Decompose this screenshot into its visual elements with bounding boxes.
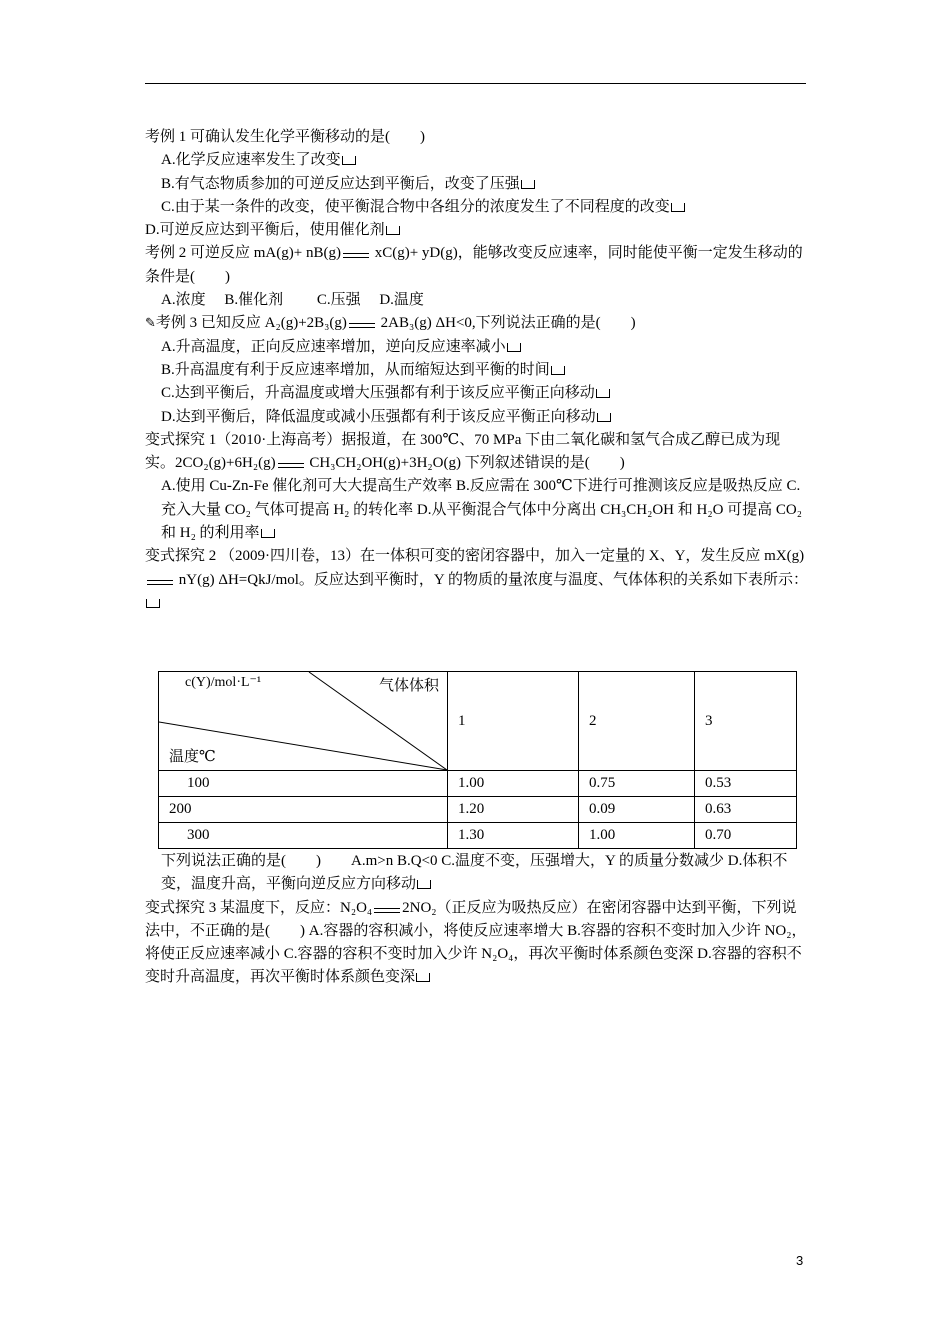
- paragraph-mark-icon: [146, 599, 160, 608]
- equilibrium-arrow-icon: [349, 321, 375, 331]
- q3-stem: ✎考例 3 已知反应 A₂(g)+2B₃(g) 2AB₃(g) ΔH<0,下列说法正确的是( ): [145, 315, 636, 332]
- corner-volume-label: 气体体积: [378, 678, 439, 694]
- table-cell: 1.00: [448, 771, 579, 797]
- paragraph-mark-icon: [551, 366, 565, 375]
- table-row: [159, 797, 797, 823]
- row-temp: 300: [159, 823, 448, 849]
- table-corner-cell: [159, 672, 448, 771]
- paragraph-mark-icon: [261, 529, 275, 538]
- table-cell: 1.00: [579, 823, 695, 849]
- table-cell: 0.63: [695, 797, 797, 823]
- q3-option-a: A.升高温度，正向反应速率增加，逆向反应速率减小: [145, 336, 808, 359]
- q3-option-d: D.达到平衡后，降低温度或减小压强都有利于该反应平衡正向移动: [145, 406, 808, 429]
- equilibrium-arrow-icon: [343, 251, 369, 261]
- paragraph-mark-icon: [597, 413, 611, 422]
- corner-temp-label: 温度℃: [169, 749, 216, 765]
- paragraph-mark-icon: [416, 973, 430, 982]
- col-header: 2: [579, 672, 695, 771]
- variant1-stem: 变式探究 1（2010·上海高考）据报道，在 300℃、70 MPa 下由二氧化碳和氢气合成乙醇已成为现实。2CO₂(g)+6H₂(g) CH₃CH₂OH(g)+3H₂O(g) 下列叙述错误的是( ): [145, 431, 781, 472]
- corner-conc-label: c(Y)/mol·L⁻¹: [185, 675, 262, 690]
- paragraph-mark-icon: [521, 180, 535, 189]
- q3-option-b: B.升高温度有利于反应速率增加，从而缩短达到平衡的时间: [145, 359, 808, 382]
- table-header-row: [159, 672, 797, 771]
- paragraph-mark-icon: [596, 389, 610, 398]
- table-row: [159, 771, 797, 797]
- q1-stem: 考例 1 可确认发生化学平衡移动的是( ): [145, 129, 425, 145]
- paragraph-mark-icon: [507, 343, 521, 352]
- table-cell: 0.70: [695, 823, 797, 849]
- paragraph-mark-icon: [671, 203, 685, 212]
- col-header: 3: [695, 672, 797, 771]
- header-rule: [145, 83, 806, 84]
- row-temp: 200: [159, 797, 448, 823]
- table-cell: 0.75: [579, 771, 695, 797]
- q1-option-b: B.有气态物质参加的可逆反应达到平衡后，改变了压强: [145, 173, 808, 196]
- table-row: [159, 823, 797, 849]
- table-cell: 1.30: [448, 823, 579, 849]
- equilibrium-arrow-icon: [278, 461, 304, 471]
- table-cell: 0.53: [695, 771, 797, 797]
- page-number: 3: [796, 1253, 804, 1268]
- paragraph-mark-icon: [342, 156, 356, 165]
- document-body: [145, 126, 808, 615]
- paragraph-mark-icon: [417, 880, 431, 889]
- document-body-lower: [145, 850, 808, 990]
- row-temp: 100: [159, 771, 448, 797]
- pen-icon: ✎: [145, 316, 156, 332]
- col-header: 1: [448, 672, 579, 771]
- equilibrium-arrow-icon: [147, 578, 173, 588]
- table-cell: 1.20: [448, 797, 579, 823]
- q1-option-c: C.由于某一条件的改变，使平衡混合物中各组分的浓度发生了不同程度的改变: [145, 196, 808, 219]
- paragraph-mark-icon: [386, 226, 400, 235]
- equilibrium-arrow-icon: [374, 906, 400, 916]
- q1-option-a: A.化学反应速率发生了改变: [145, 149, 808, 172]
- q2-options: A.浓度 B.催化剂 C.压强 D.温度: [161, 292, 424, 309]
- variant2-options: 下列说法正确的是( ) A.m>n B.Q<0 C.温度不变，压强增大，Y 的质量分数减少 D.体积不变，温度升高，平衡向逆反应方向移动: [161, 853, 788, 893]
- variant3-stem: 变式探究 3 某温度下，反应：N₂O₄ 2NO₂（正反应为吸热反应）在密闭容器中达到平衡，下列说法中，不正确的是( ) A.容器的容积减小，将使反应速率增大 B.容器的容积不变时加入少许 NO₂，将使正反应速率减小 C.容器的容积不变时加入少许 N₂O₄，再次平衡时体系颜色变深 D.容器的容积不变时升高温度，再次平衡时体系颜色变深: [145, 899, 807, 986]
- variant1-options: A.使用 Cu-Zn-Fe 催化剂可大大提高生产效率 B.反应需在 300℃下进行可推测该反应是吸热反应 C.充入大量 CO₂ 气体可提高 H₂ 的转化率 D.从平衡混合气体中分离出 CH₃CH₂OH 和 H₂O 可提高 CO₂ 和 H₂ 的利用率: [161, 478, 802, 542]
- variant2-stem: 变式探究 2 （2009·四川卷，13）在一体积可变的密闭容器中，加入一定量的 X、Y，发生反应 mX(g) nY(g) ΔH=QkJ/mol。反应达到平衡时，Y 的物质的量浓度与温度、气体体积的关系如下表所示：: [145, 545, 808, 615]
- data-table: [158, 671, 797, 849]
- q1-option-d: D.可逆反应达到平衡后，使用催化剂: [145, 219, 808, 242]
- q3-option-c: C.达到平衡后，升高温度或增大压强都有利于该反应平衡正向移动: [145, 382, 808, 405]
- q2-stem: 考例 2 可逆反应 mA(g)+ nB(g) xC(g)+ yD(g)，能够改变反应速率，同时能使平衡一定发生移动的条件是( ): [145, 245, 803, 285]
- table-cell: 0.09: [579, 797, 695, 823]
